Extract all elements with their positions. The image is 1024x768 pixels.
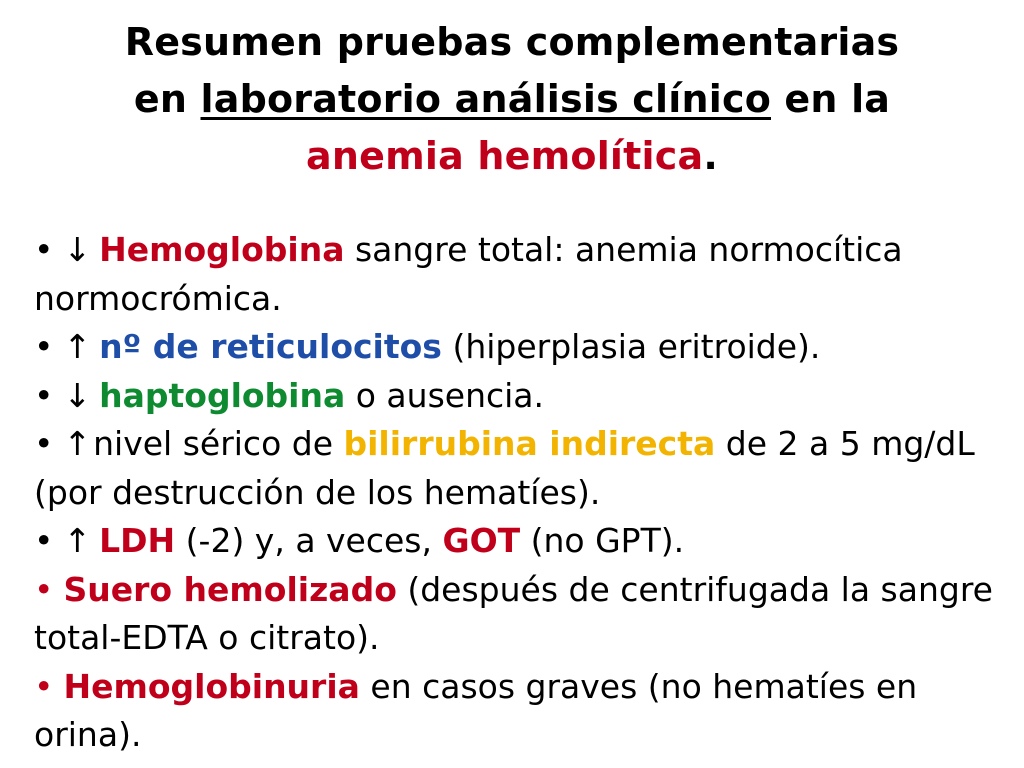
highlight-ldh: LDH: [99, 521, 176, 560]
bullet-icon: •: [34, 327, 54, 366]
bullet-item-hemoglobina: [34, 226, 994, 323]
bullet-item-haptoglobina: [34, 372, 994, 421]
title-line-3-suffix: .: [703, 134, 718, 178]
bullet-item-bilirrubina: [34, 420, 994, 517]
bullet-item-hemoglobinuria: [34, 663, 994, 760]
down-arrow-icon: ↓: [63, 375, 92, 415]
item3-text: o ausencia.: [345, 375, 545, 415]
bullet-item-reticulocitos: [34, 323, 994, 372]
item4-prefix: nivel sérico de: [93, 424, 344, 463]
up-arrow-icon: ↑: [63, 327, 92, 366]
item6-text: (después de centrifugada la sangre total-EDTA o citrato).: [34, 569, 993, 657]
slide-title: [0, 14, 1024, 185]
down-arrow-icon: ↓: [63, 230, 92, 269]
highlight-hemoglobina: Hemoglobina: [99, 230, 345, 269]
bullet-icon: •: [34, 424, 54, 463]
highlight-bilirrubina: bilirrubina indirecta: [343, 424, 716, 463]
bullet-icon: •: [34, 569, 54, 609]
highlight-hemoglobinuria: Hemoglobinuria: [63, 666, 360, 706]
up-arrow-icon: ↑: [63, 521, 92, 560]
item5-text: (no GPT).: [520, 521, 685, 560]
item1-text: sangre total: anemia normocítica normocrómica.: [34, 230, 903, 318]
highlight-suero-hemolizado: Suero hemolizado: [63, 569, 397, 609]
title-line-1: Resumen pruebas complementarias: [124, 20, 900, 64]
item7-text: en casos graves (no hematíes en orina).: [34, 666, 918, 754]
highlight-reticulocitos: nº de reticulocitos: [99, 327, 442, 366]
bullet-icon: •: [34, 666, 54, 706]
title-highlight-text: anemia hemolítica: [306, 134, 704, 178]
bullet-icon: •: [34, 375, 54, 415]
title-line-2: [0, 71, 1024, 128]
title-line-2-prefix: en: [133, 77, 201, 121]
bullet-icon: •: [34, 230, 54, 269]
title-line-3: [0, 128, 1024, 185]
highlight-haptoglobina: haptoglobina: [99, 375, 346, 415]
item2-text: (hiperplasia eritroide).: [441, 327, 821, 366]
title-line-2-suffix: en la: [771, 77, 891, 121]
up-arrow-icon: ↑: [63, 424, 92, 463]
bullet-item-ldh-got: [34, 517, 994, 566]
highlight-got: GOT: [442, 521, 521, 560]
bullet-icon: •: [34, 521, 54, 560]
item5-middle: (-2) y, a veces,: [175, 521, 443, 560]
bullet-item-suero: [34, 566, 994, 663]
item4-text: de 2 a 5 mg/dL (por destrucción de los hematíes).: [34, 424, 975, 512]
title-underlined-text: laboratorio análisis clínico: [200, 77, 771, 121]
bullet-list: [34, 226, 994, 760]
